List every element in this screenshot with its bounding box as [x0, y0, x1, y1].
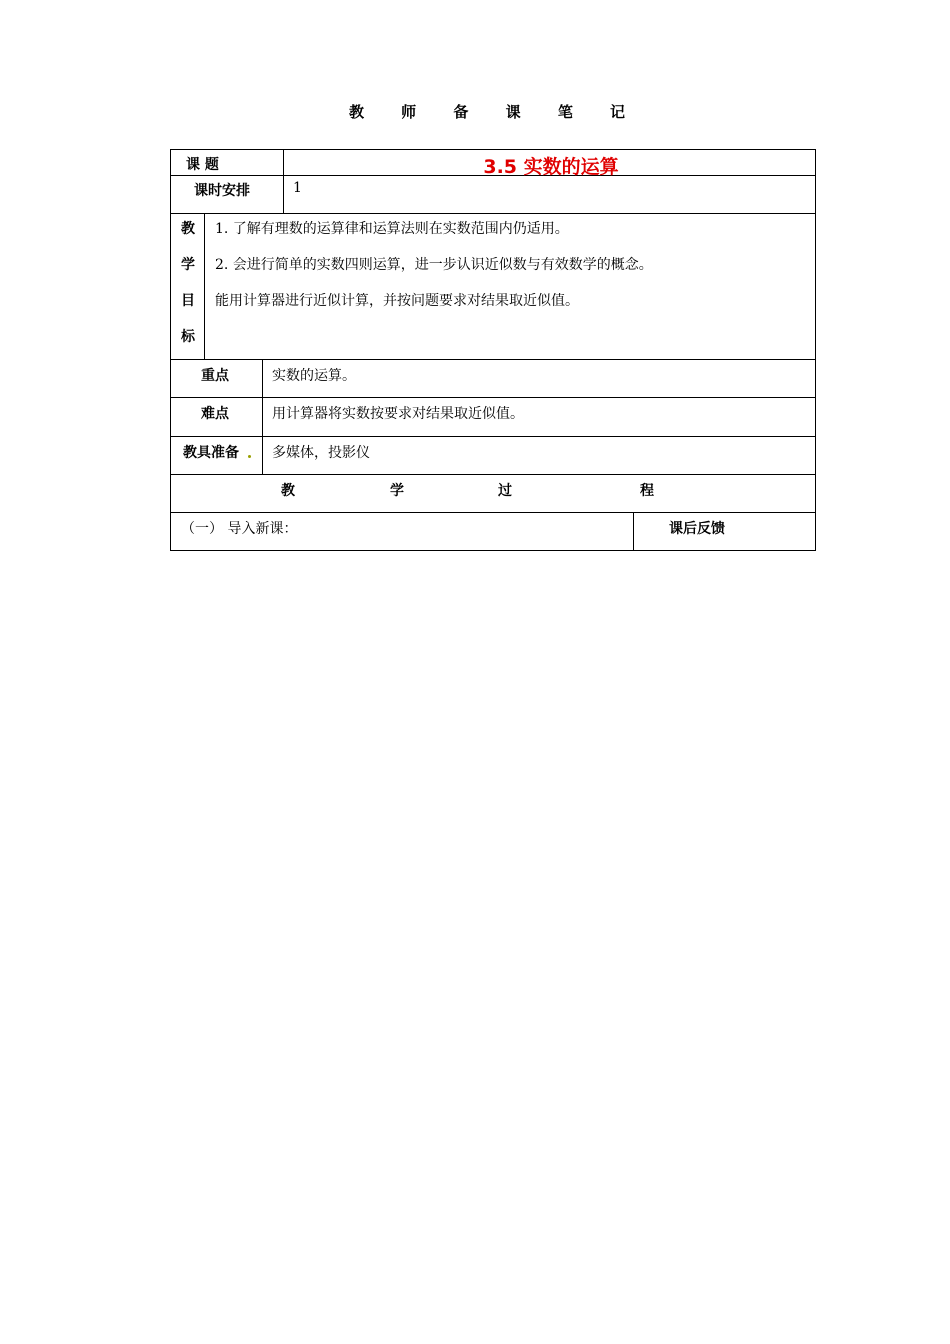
- materials-label: 教具准备: [183, 445, 239, 461]
- lesson-plan-table: [170, 149, 816, 551]
- difficulty-label: 难点: [201, 406, 229, 422]
- process-header-2: 学: [390, 483, 404, 499]
- process-header-1: 教: [281, 483, 295, 499]
- topic-label: 课 题: [186, 157, 219, 173]
- difficulty-value: 用计算器将实数按要求对结果取近似值。: [272, 406, 524, 422]
- objectives-label-2: 学: [181, 257, 195, 273]
- objective-item-2: 2. 会进行简单的实数四则运算，进一步认识近似数与有效数学的概念。: [215, 257, 653, 273]
- feedback-label: 课后反馈: [669, 521, 725, 537]
- objectives-label-1: 教: [181, 221, 195, 237]
- lesson-title: 3.5 实数的运算: [483, 156, 619, 178]
- materials-value: 多媒体，投影仪: [272, 445, 370, 461]
- schedule-label: 课时安排: [194, 183, 250, 199]
- objectives-label-4: 标: [181, 329, 195, 345]
- process-header-4: 程: [640, 483, 654, 499]
- marker-dot: [248, 455, 251, 458]
- process-header-3: 过: [498, 483, 512, 499]
- objective-item-3: 能用计算器进行近似计算，并按问题要求对结果取近似值。: [215, 293, 579, 309]
- schedule-value: 1: [293, 180, 302, 196]
- key-point-value: 实数的运算。: [272, 368, 356, 384]
- objectives-label-3: 目: [181, 293, 195, 309]
- doc-title: 教 师 备 课 笔 记: [348, 103, 642, 121]
- key-point-label: 重点: [201, 368, 229, 384]
- process-section: （一） 导入新课：: [181, 521, 298, 537]
- objective-item-1: 1. 了解有理数的运算律和运算法则在实数范围内仍适用。: [215, 221, 569, 237]
